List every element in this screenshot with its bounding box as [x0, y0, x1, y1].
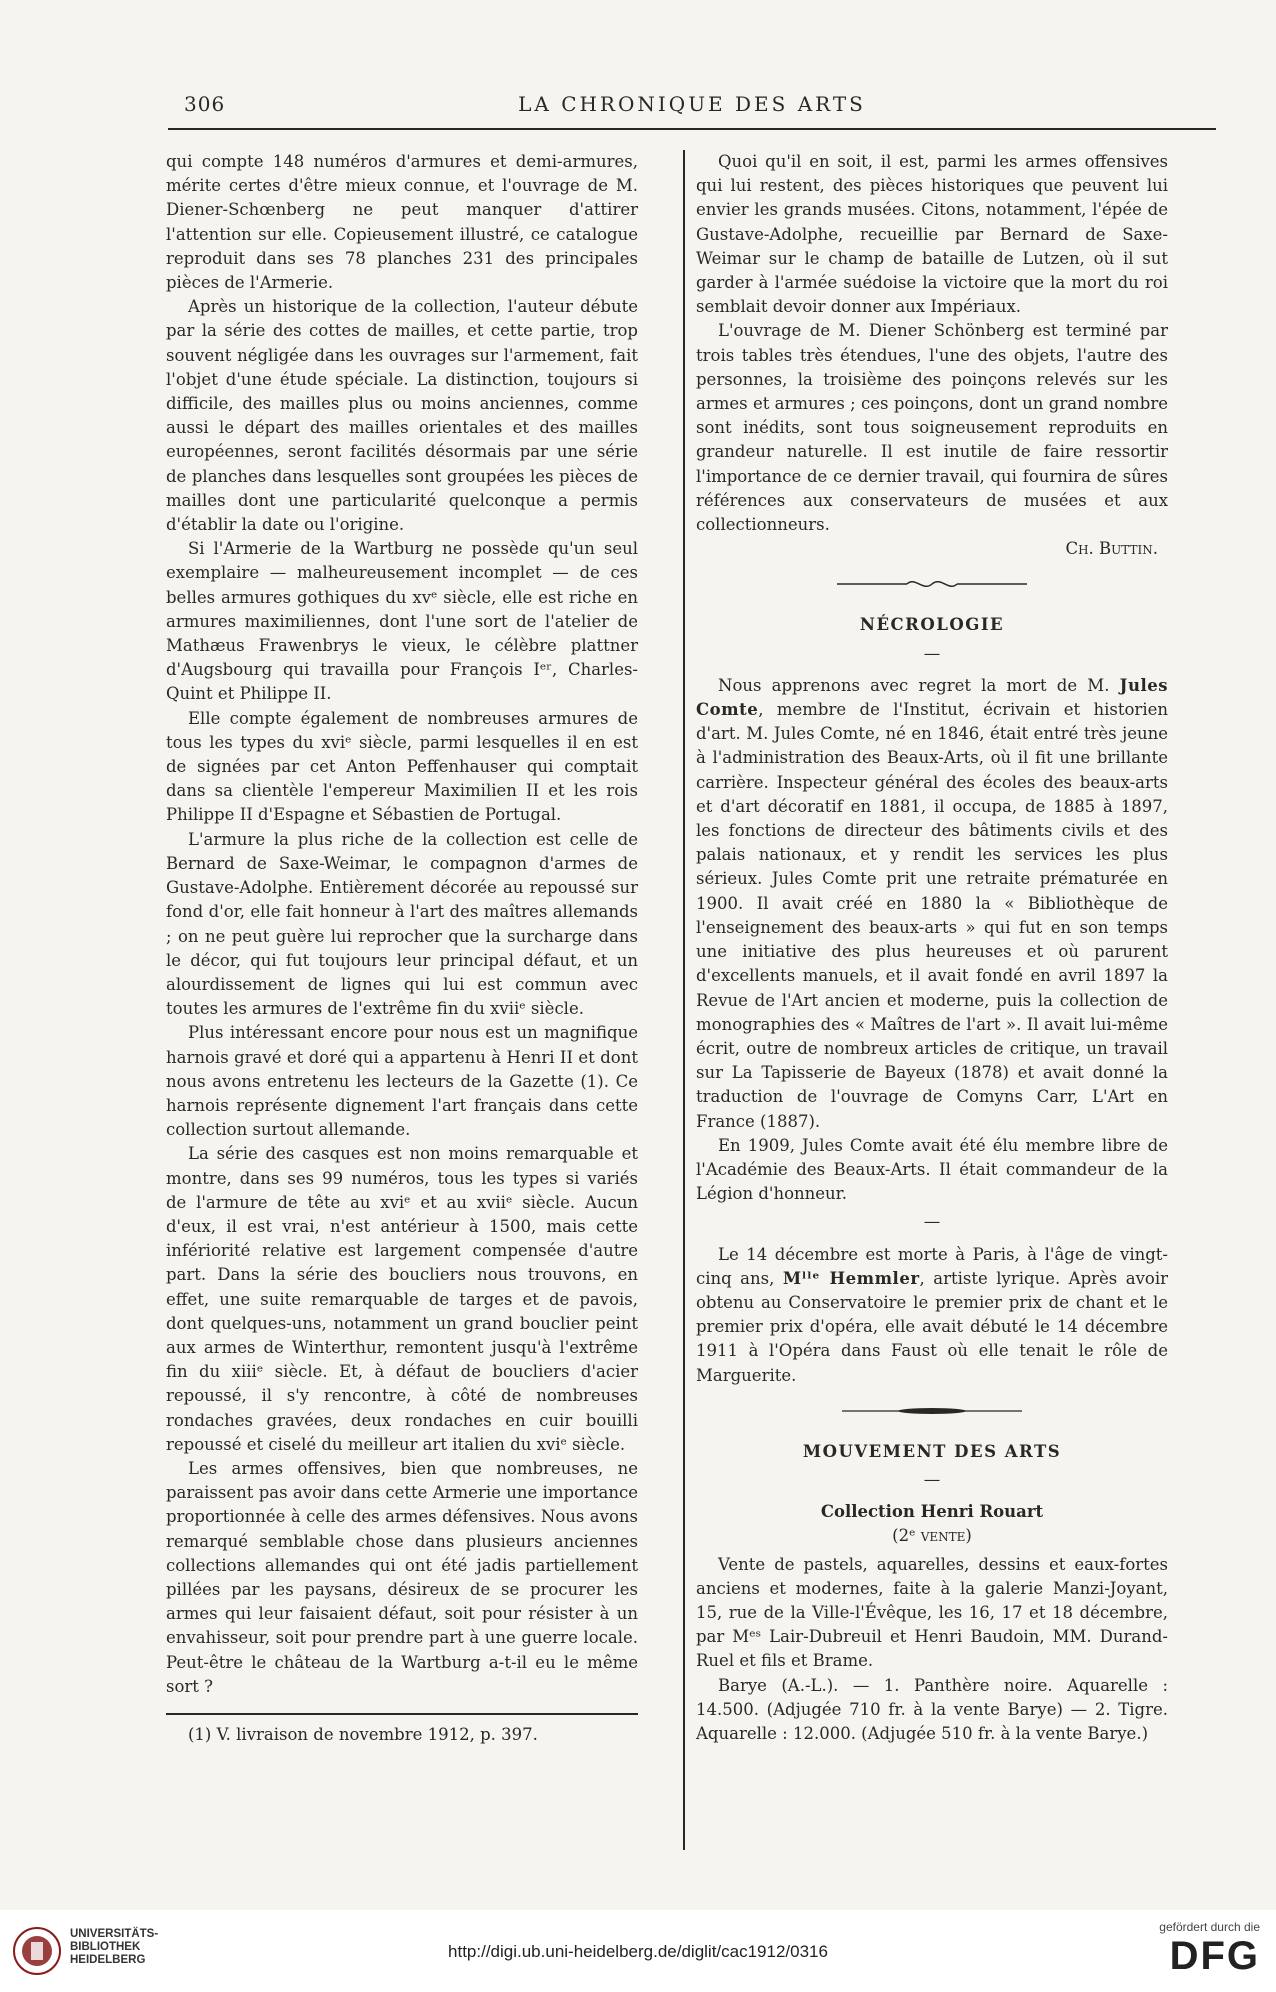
right-column — [696, 150, 1168, 1746]
sponsor-label: gefördert durch die — [1159, 1920, 1260, 1934]
collection-subtitle: (2ᵉ vente) — [892, 1526, 972, 1546]
column-divider — [683, 150, 685, 1850]
footer — [0, 1910, 1276, 1992]
left-paragraph-5: L'armure la plus riche de la collection est celle de Bernard de Saxe-Weimar, le compagnon d'armes de Gustave-Adolphe. Entièrement décorée au repoussé sur fond d'or, elle fait honneur à l'art des maîtres allemands ; on ne peut guère lui reprocher que la surcharge dans le décor, qui fut toujours leur principal défaut, et un alourdissement de lignes qui lui est commun avec toutes les armures de l'extrême fin du xviiᵉ siècle. — [166, 829, 638, 1019]
right-paragraph-2: L'ouvrage de M. Diener Schönberg est terminé par trois tables très étendues, l'une des objets, l'autre des personnes, la troisième des poinçons relevés sur les armes et armures ; ces poinçons, dont un grand nombre sont inédits, sont tous soigneusement reproduits en grandeur naturelle. Il est inutile de faire ressortir l'importance de ce dernier travail, qui fournira de sûres références aux conservateurs de musées et aux collectionneurs. — [696, 321, 1168, 535]
collection-title: Collection Henri Rouart — [820, 1502, 1044, 1522]
header-rule — [168, 128, 1216, 130]
right-paragraph-1: Quoi qu'il en soit, il est, parmi les armes offensives qui lui restent, des pièces historiques que peuvent lui envier les grands musées. Citons, notamment, l'épée de Gustave-Adolphe, recueillie par Bernard de Saxe-Weimar sur le champ de bataille de Lutzen, où il sut garder à l'armée suédoise la victoire que la mort du roi semblait devoir donner aux Impériaux. — [696, 152, 1168, 317]
footnote-rule — [166, 1713, 638, 1715]
source-url-link[interactable]: http://digi.ub.uni-heidelberg.de/diglit/cac1912/0316 — [448, 1942, 828, 1961]
deceased-name-hemmler: Mˡˡᵉ Hemmler — [782, 1268, 920, 1288]
mouvement-paragraph-1: Vente de pastels, aquarelles, dessins et eaux-fortes anciens et modernes, faite à la galerie Manzi-Joyant, 15, rue de la Ville-l'Évêque, les 16, 17 et 18 décembre, par Mᵉˢ Lair-Dubreuil et Henri Baudoin, MM. Durand-Ruel et fils et Brame. — [696, 1554, 1168, 1671]
ornament-divider — [696, 569, 1168, 599]
left-paragraph-1: qui compte 148 numéros d'armures et demi-armures, mérite certes d'être mieux connue, et l'ouvrage de M. Diener-Schœnberg ne peut manquer d'attirer l'attention sur elle. Copieusement illustré, ce catalogue reproduit dans ses 78 planches 231 des principales pièces de l'Armerie. — [166, 152, 638, 293]
necrologie-lead-2: Le 14 décembre est morte à Paris, à l'âge de vingt-cinq ans, — [696, 1244, 1168, 1288]
page-header — [168, 88, 1216, 128]
footnote: (1) V. livraison de novembre 1912, p. 397. — [188, 1725, 538, 1744]
necrologie-body: , membre de l'Institut, écrivain et historien d'art. M. Jules Comte, né en 1846, était entré très jeune à l'administration des Beaux-Arts, où il fit une brillante carrière. Inspecteur général des écoles des beaux-arts et d'art décoratif en 1881, il occupa, de 1885 à 1897, les fonctions de directeur des bâtiments civils et des palais nationaux, et y rendit les services les plus sérieux. Jules Comte prit une retraite prématurée en 1900. Il avait créé en 1880 la « Bibliothèque de l'enseignement des beaux-arts » qui fut en son temps une initiative des plus heureuses et où parurent d'excellents manuels, et il avait fondé en avril 1897 la Revue de l'Art ancien et moderne, puis la collection de monographies des « Maîtres de l'art ». Il avait lui-même écrit, outre de nombreux articles de critique, un travail sur La Tapisserie de Bayeux (1878) et avait donné la traduction de l'ouvrage de Comyns Carr, L'Art en France (1887). — [696, 700, 1168, 1131]
left-paragraph-7: La série des casques est non moins remarquable et montre, dans ses 99 numéros, tous les types si variés de l'armure de tête au xviᵉ et au xviiᵉ siècle. Aucun d'eux, il est vrai, n'est antérieur à 1500, mais cette infériorité relative est largement compensée d'autre part. Dans la série des boucliers nous trouvons, en effet, une suite remarquable de targes et de pavois, dont quelques-uns, notamment un grand bouclier peint aux armes de Winterthur, remontent jusqu'à l'extrême fin du xiiiᵉ siècle. Et, à défaut de boucliers d'acier repoussé, il s'y rencontre, à côté de nombreuses rondaches gravées, deux rondaches en cuir bouilli repoussé et ciselé du meilleur art italien du xviᵉ siècle. — [166, 1144, 638, 1454]
mouvement-title: MOUVEMENT DES ARTS — [802, 1441, 1062, 1461]
necrologie-lead: Nous apprenons avec regret la mort de M. — [718, 675, 1120, 695]
deceased-name-comte: Jules Comte — [696, 675, 1168, 720]
left-paragraph-3: Si l'Armerie de la Wartburg ne possède qu'un seul exemplaire — malheureusement incomplet — de ces belles armures gothiques du xvᵉ siècle, elle est riche en armures maximiliennes, dont l'une sort de l'atelier de Mathæus Frawenbrys le vieux, le célèbre plattner d'Augsbourg qui travailla pour François Iᵉʳ, Charles-Quint et Philippe II. — [166, 539, 638, 704]
necrologie-body-2: , artiste lyrique. Après avoir obtenu au Conservatoire le premier prix de chant et le premier prix d'opéra, elle avait débuté le 14 décembre 1911 à l'Opéra dans Faust où elle tenait le rôle de Marguerite. — [696, 1268, 1168, 1385]
flourish-ornament-icon — [837, 574, 1027, 594]
mouvement-paragraph-2: Barye (A.-L.). — 1. Panthère noire. Aquarelle : 14.500. (Adjugée 710 fr. à la vente Barye) — 2. Tigre. Aquarelle : 12.000. (Adjugée 510 fr. à la vente Barye.) — [696, 1675, 1168, 1743]
necrologie-dash: — — [923, 643, 941, 663]
institution-line-1: UNIVERSITÄTS- — [70, 1928, 159, 1940]
necrologie-paragraph-1 — [696, 674, 1168, 1134]
necrologie-dash-2: — — [923, 1212, 941, 1232]
mouvement-dash: — — [923, 1469, 941, 1489]
left-column — [166, 150, 638, 1747]
rule-ornament-icon — [842, 1401, 1022, 1421]
necrologie-paragraph-3 — [696, 1243, 1168, 1388]
signature: Ch. Buttin. — [1065, 539, 1158, 559]
sponsor-block — [1130, 1920, 1260, 1978]
page-number: 306 — [184, 92, 226, 116]
left-paragraph-4: Elle compte également de nombreuses armures de tous les types du xviᵉ siècle, parmi lesquelles il en est de signées par cet Anton Peffenhauser qui comptait dans sa clientèle l'empereur Maximilien II et les rois Philippe II d'Espagne et Sébastien de Portugal. — [166, 708, 638, 825]
institution-line-3: HEIDELBERG — [70, 1954, 146, 1966]
left-paragraph-2: Après un historique de la collection, l'auteur débute par la série des cottes de mailles, et cette partie, trop souvent négligée dans les ouvrages sur l'armement, fait l'objet d'une étude spéciale. La distinction, toujours si difficile, des mailles plus ou moins anciennes, comme aussi le départ des mailles orientales et des mailles européennes, seront facilités désormais par une série de planches dans lesquelles sont groupées les pièces de mailles dont une particularité quelconque a permis d'établir la date ou l'origine. — [166, 297, 638, 535]
left-paragraph-6: Plus intéressant encore pour nous est un magnifique harnois gravé et doré qui a appartenu à Henri II et dont nous avons entretenu les lecteurs de la Gazette (1). Ce harnois représente dignement l'art français dans cette collection surtout allemande. — [166, 1023, 638, 1140]
institution-line-2: BIBLIOTHEK — [70, 1941, 141, 1953]
left-paragraph-8: Les armes offensives, bien que nombreuses, ne paraissent pas avoir dans cette Armerie une importance proportionnée à celle des armes défensives. Nous avons remarqué semblable chose dans plusieurs anciennes collections allemandes qui ont été jadis partiellement pillées par les paysans, désireux de se procurer les armes qui leur faisaient défaut, soit pour résister à un envahisseur, soit pour prendre part à une guerre locale. Peut-être le château de la Wartburg a-t-il eu le même sort ? — [166, 1458, 638, 1696]
running-title: LA CHRONIQUE DES ARTS — [518, 92, 866, 116]
dfg-logo: DFG — [1169, 1934, 1260, 1978]
necrologie-paragraph-2: En 1909, Jules Comte avait été élu membre libre de l'Académie des Beaux-Arts. Il était commandeur de la Légion d'honneur. — [696, 1135, 1168, 1204]
necrologie-title: NÉCROLOGIE — [859, 615, 1005, 635]
ornament-divider-2 — [696, 1396, 1168, 1426]
